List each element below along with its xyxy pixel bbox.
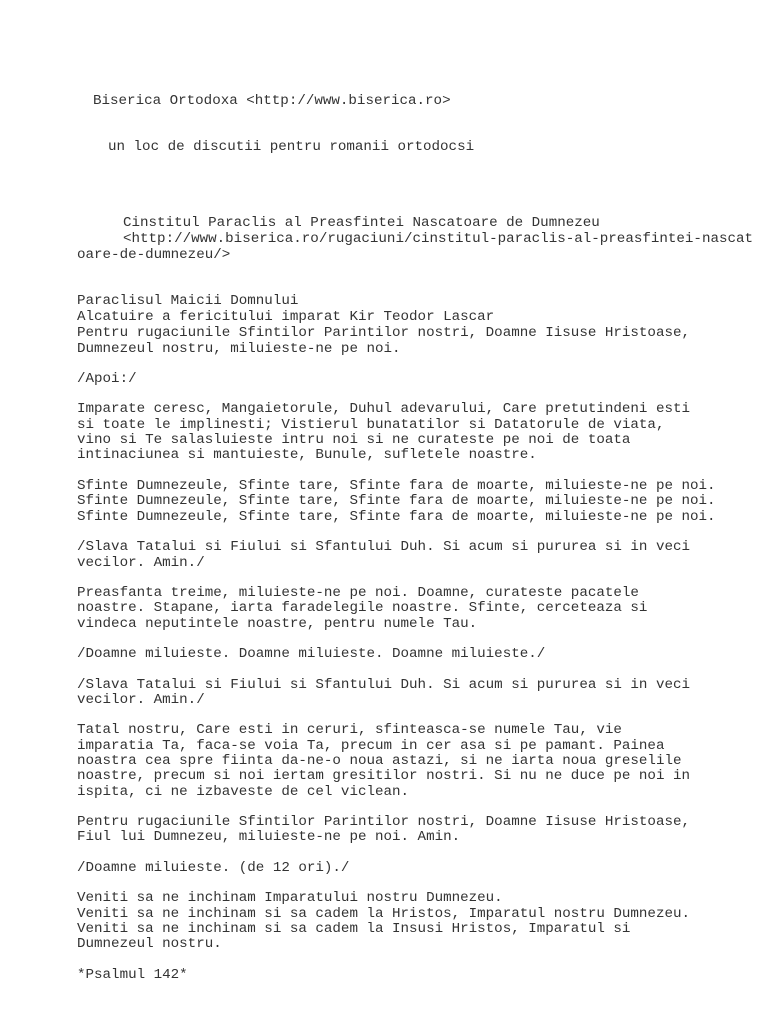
- paragraph-line: Pentru rugaciunile Sfintilor Parintilor nostri, Doamne Iisuse Hristoase,: [77, 814, 690, 830]
- paragraph-line: Sfinte Dumnezeule, Sfinte tare, Sfinte fara de moarte, miluieste-ne pe noi.: [77, 493, 716, 509]
- article-link-continued[interactable]: oare-de-dumnezeu/>: [77, 247, 231, 263]
- paragraph-line: Veniti sa ne inchinam si sa cadem la Hristos, Imparatul nostru Dumnezeu.: [77, 906, 690, 922]
- paragraph-line: Tatal nostru, Care esti in ceruri, sfinteasca-se numele Tau, vie: [77, 722, 622, 738]
- paragraph-line: vindeca neputintele noastre, pentru numele Tau.: [77, 616, 478, 632]
- paragraph-line: vino si Te salasluieste intru noi si ne curateste pe noi de toata: [77, 432, 631, 448]
- article-link[interactable]: <http://www.biserica.ro/rugaciuni/cinstitul-paraclis-al-preasfintei-nascat: [123, 231, 754, 247]
- article-title[interactable]: Cinstitul Paraclis al Preasfintei Nascatoare de Dumnezeu: [123, 215, 600, 231]
- paragraph-line: Fiul lui Dumnezeu, miluieste-ne pe noi. Amin.: [77, 829, 461, 845]
- paragraph-line: intinaciunea si mantuieste, Bunule, sufletele noastre.: [77, 447, 537, 463]
- paragraph-line: Veniti sa ne inchinam Imparatului nostru Dumnezeu.: [77, 890, 503, 906]
- paragraph-line: Paraclisul Maicii Domnului: [77, 293, 299, 309]
- paragraph-line: Pentru rugaciunile Sfintilor Parintilor nostri, Doamne Iisuse Hristoase,: [77, 325, 690, 341]
- rubric-text: /Slava Tatalui si Fiului si Sfantului Duh. Si acum si pururea si in veci: [77, 539, 690, 555]
- paragraph-line: Sfinte Dumnezeule, Sfinte tare, Sfinte fara de moarte, miluieste-ne pe noi.: [77, 478, 716, 494]
- site-title[interactable]: Biserica Ortodoxa <http://www.biserica.ro>: [93, 93, 451, 109]
- rubric-text: /Slava Tatalui si Fiului si Sfantului Duh. Si acum si pururea si in veci: [77, 677, 690, 693]
- paragraph-line: Sfinte Dumnezeule, Sfinte tare, Sfinte fara de moarte, miluieste-ne pe noi.: [77, 509, 716, 525]
- paragraph-line: noastra cea spre fiinta da-ne-o noua astazi, si ne iarta noua greselile: [77, 753, 682, 769]
- paragraph-line: imparatia Ta, faca-se voia Ta, precum in cer asa si pe pamant. Painea: [77, 738, 665, 754]
- section-heading: *Psalmul 142*: [77, 967, 188, 983]
- paragraph-line: Dumnezeul nostru, miluieste-ne pe noi.: [77, 341, 401, 357]
- paragraph-line: noastre. Stapane, iarta faradelegile noastre. Sfinte, cerceteaza si: [77, 600, 648, 616]
- paragraph-line: Alcatuire a fericitului imparat Kir Teodor Lascar: [77, 309, 495, 325]
- paragraph-line: Imparate ceresc, Mangaietorule, Duhul adevarului, Care pretutindeni esti: [77, 401, 690, 417]
- paragraph-line: Preasfanta treime, miluieste-ne pe noi. Doamne, curateste pacatele: [77, 585, 639, 601]
- paragraph-line: Veniti sa ne inchinam si sa cadem la Insusi Hristos, Imparatul si: [77, 921, 631, 937]
- site-tagline: un loc de discutii pentru romanii ortodocsi: [108, 139, 475, 155]
- rubric-text: /Apoi:/: [77, 371, 137, 387]
- paragraph-line: si toate le implinesti; Vistierul bunatatilor si Datatorule de viata,: [77, 417, 665, 433]
- paragraph-line: noastre, precum si noi iertam gresitilor nostri. Si nu ne duce pe noi in: [77, 768, 690, 784]
- rubric-text: /Doamne miluieste. (de 12 ori)./: [77, 860, 350, 876]
- rubric-text: vecilor. Amin./: [77, 555, 205, 571]
- rubric-text: vecilor. Amin./: [77, 692, 205, 708]
- paragraph-line: ispita, ci ne izbaveste de cel viclean.: [77, 784, 410, 800]
- rubric-text: /Doamne miluieste. Doamne miluieste. Doamne miluieste./: [77, 646, 546, 662]
- paragraph-line: Dumnezeul nostru.: [77, 936, 222, 952]
